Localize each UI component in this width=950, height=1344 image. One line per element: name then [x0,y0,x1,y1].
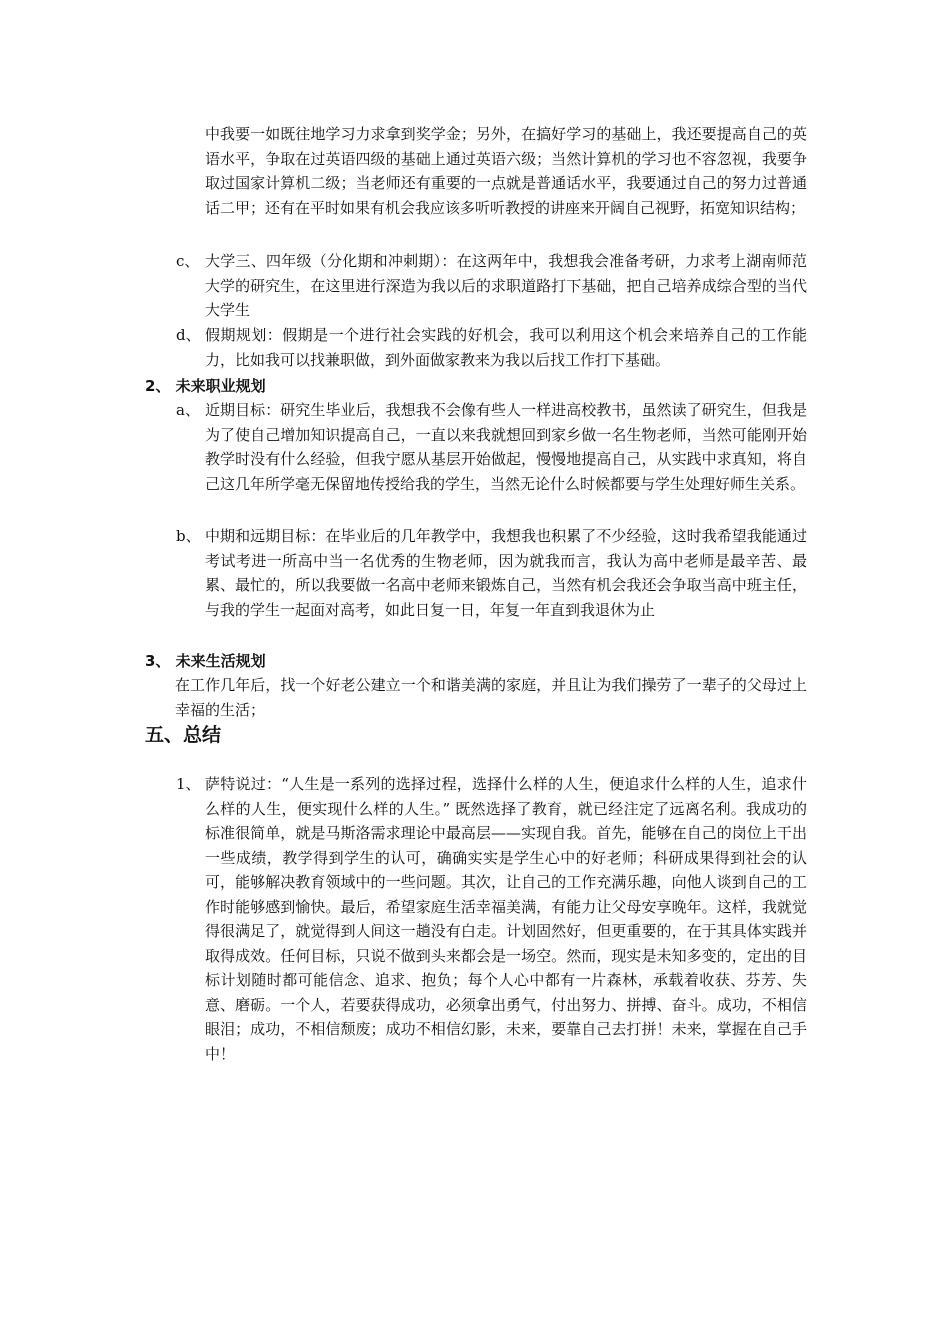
list-marker-d: d、 [176,326,201,344]
career-plan-heading: 2、 未来职业规划 [145,377,266,395]
list-marker-b: b、 [176,527,201,545]
list-marker-a: a、 [176,401,200,419]
plan-item-vacation: 假期规划：假期是一个进行社会实践的好机会，我可以利用这个机会来培养自己的工作能力，比如我可以找兼职做，到外面做家教来为我以后找工作打下基础。 [205,326,807,369]
career-item-near-term: 近期目标：研究生毕业后，我想我不会像有些人一样进高校教书，虽然读了研究生，但我是为了使自己增加知识提高自己，一直以来我就想回到家乡做一名生物老师，当然可能刚开始教学时没有什么经验，但我宁愿从基层开始做起，慢慢地提高自己，从实践中求真知，将自己这几年所学毫无保留地传授给我的学生，当然无论什么时候都要与学生处理好师生关系。 [205,401,807,493]
career-item-mid-long-term: 中期和远期目标：在毕业后的几年教学中，我想我也积累了不少经验，这时我希望我能通过考试考进一所高中当一名优秀的生物老师，因为就我而言，我认为高中老师是最辛苦、最累、最忙的，所以我要做一名高中老师来锻炼自己，当然有机会我还会争取当高中班主任，与我的学生一起面对高考，如此日复一日，年复一年直到我退休为止 [205,527,807,619]
life-plan-text: 在工作几年后，找一个好老公建立一个和谐美满的家庭，并且让为我们操劳了一辈子的父母过上幸福的生活； [175,676,807,719]
summary-paragraph: 萨特说过：“人生是一系列的选择过程，选择什么样的人生，便追求什么样的人生，追求什么样的人生，便实现什么样的人生。” 既然选择了教育，就已经注定了远离名利。我成功的标准很简单，就是马斯洛需求理论中最高层——实现自我。首先，能够在自己的岗位上干出一些成绩，教学得到学生的认可，确确实实是学生心中的好老师；科研成果得到社会的认可，能够解决教育领域中的一些问题。其次，让自己的工作充满乐趣，向他人谈到自己的工作时能够感到愉快。最后，希望家庭生活幸福美满，有能力让父母安享晚年。这样，我就觉得很满足了，就觉得到人间这一趟没有白走。计划固然好，但更重要的，在于其具体实践并取得成效。任何目标，只说不做到头来都会是一场空。然而，现实是未知多变的，定出的目标计划随时都可能信念、追求、抱负；每个人心中都有一片森林，承载着收获、芬芳、失意、磨砺。一个人，若要获得成功，必须拿出勇气，付出努力、拼搏、奋斗。成功，不相信眼泪；成功，不相信颓废；成功不相信幻影，未来，要靠自己去打拼！未来，掌握在自己手中！ [205,775,807,1063]
list-marker-1: 1、 [176,775,201,793]
study-plan-continuation: 中我要一如既往地学习力求拿到奖学金；另外，在搞好学习的基础上，我还要提高自己的英语水平，争取在过英语四级的基础上通过英语六级；当然计算机的学习也不容忽视，我要争取过国家计算机二级；当老师还有重要的一点就是普通话水平，我要通过自己的努力过普通话二甲；还有在平时如果有机会我应该多听听教授的讲座来开阔自己视野，拓宽知识结构； [205,125,807,217]
life-plan-heading: 3、 未来生活规划 [145,652,266,670]
plan-item-junior-senior-year: 大学三、四年级（分化期和冲刺期）：在这两年中，我想我会准备考研，力求考上湖南师范大学的研究生，在这里进行深造为我以后的求职道路打下基础，把自己培养成综合型的当代大学生 [205,252,807,319]
summary-section-title: 五、总结 [145,724,222,746]
list-marker-c: c、 [176,252,200,270]
